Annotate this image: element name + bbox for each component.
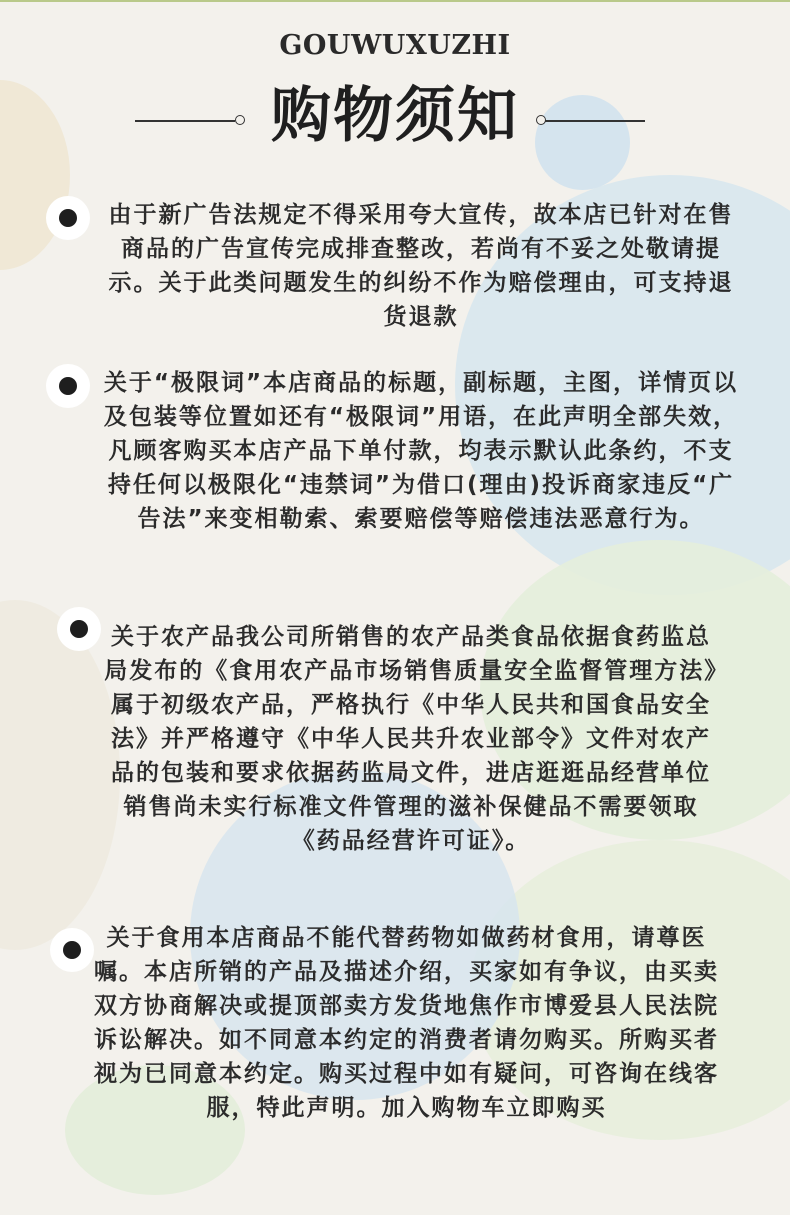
top-border — [0, 0, 790, 2]
page-subtitle: GOUWUXUZHI — [279, 30, 511, 61]
title-row — [0, 78, 790, 158]
title-divider-right — [545, 120, 645, 122]
notice-paragraph: 关于食用本店商品不能代替药物如做药材食用，请尊医嘱。本店所销的产品及描述介绍，买家如有争议，由买卖双方协商解决或提顶部卖方发货地焦作市博爱县人民法院诉讼解决。如不同意本约定的消费者请勿购买。所购买者视为已同意本约定。购买过程中如有疑问，可咨询在线客服，特此声明。加入购物车立即购买 — [94, 925, 719, 1121]
bullet-icon — [50, 928, 94, 972]
bullet-icon — [46, 196, 90, 240]
notice-paragraph: 关于“极限词”本店商品的标题，副标题，主图，详情页以及包装等位置如还有“极限词”用语，在此声明全部失效，凡顾客购买本店产品下单付款，均表示默认此条约，不支持任何以极限化“违禁词”为借口(理由)投诉商家违反“广告法”来变相勒索、索要赔偿等赔偿违法恶意行为。 — [103, 370, 739, 532]
page-title: 购物须知 — [271, 81, 519, 151]
notice-paragraph: 由于新广告法规定不得采用夸大宣传，故本店已针对在售商品的广告宣传完成排查整改，若尚有不妥之处敬请提示。关于此类问题发生的纠纷不作为赔偿理由，可支持退货退款 — [108, 202, 734, 330]
bullet-icon — [46, 364, 90, 408]
notice-paragraph: 关于农产品我公司所销售的农产品类食品依据食药监总局发布的《食用农产品市场销售质量安全监督管理方法》属于初级农产品，严格执行《中华人民共和国食品安全法》并严格遵守《中华人民共升农业部令》文件对农产品的包装和要求依据药监局文件，进店逛逛品经营单位销售尚未实行标准文件管理的滋补保健品不需要领取《药品经营许可证》。 — [104, 624, 718, 854]
bullet-icon — [57, 607, 101, 651]
